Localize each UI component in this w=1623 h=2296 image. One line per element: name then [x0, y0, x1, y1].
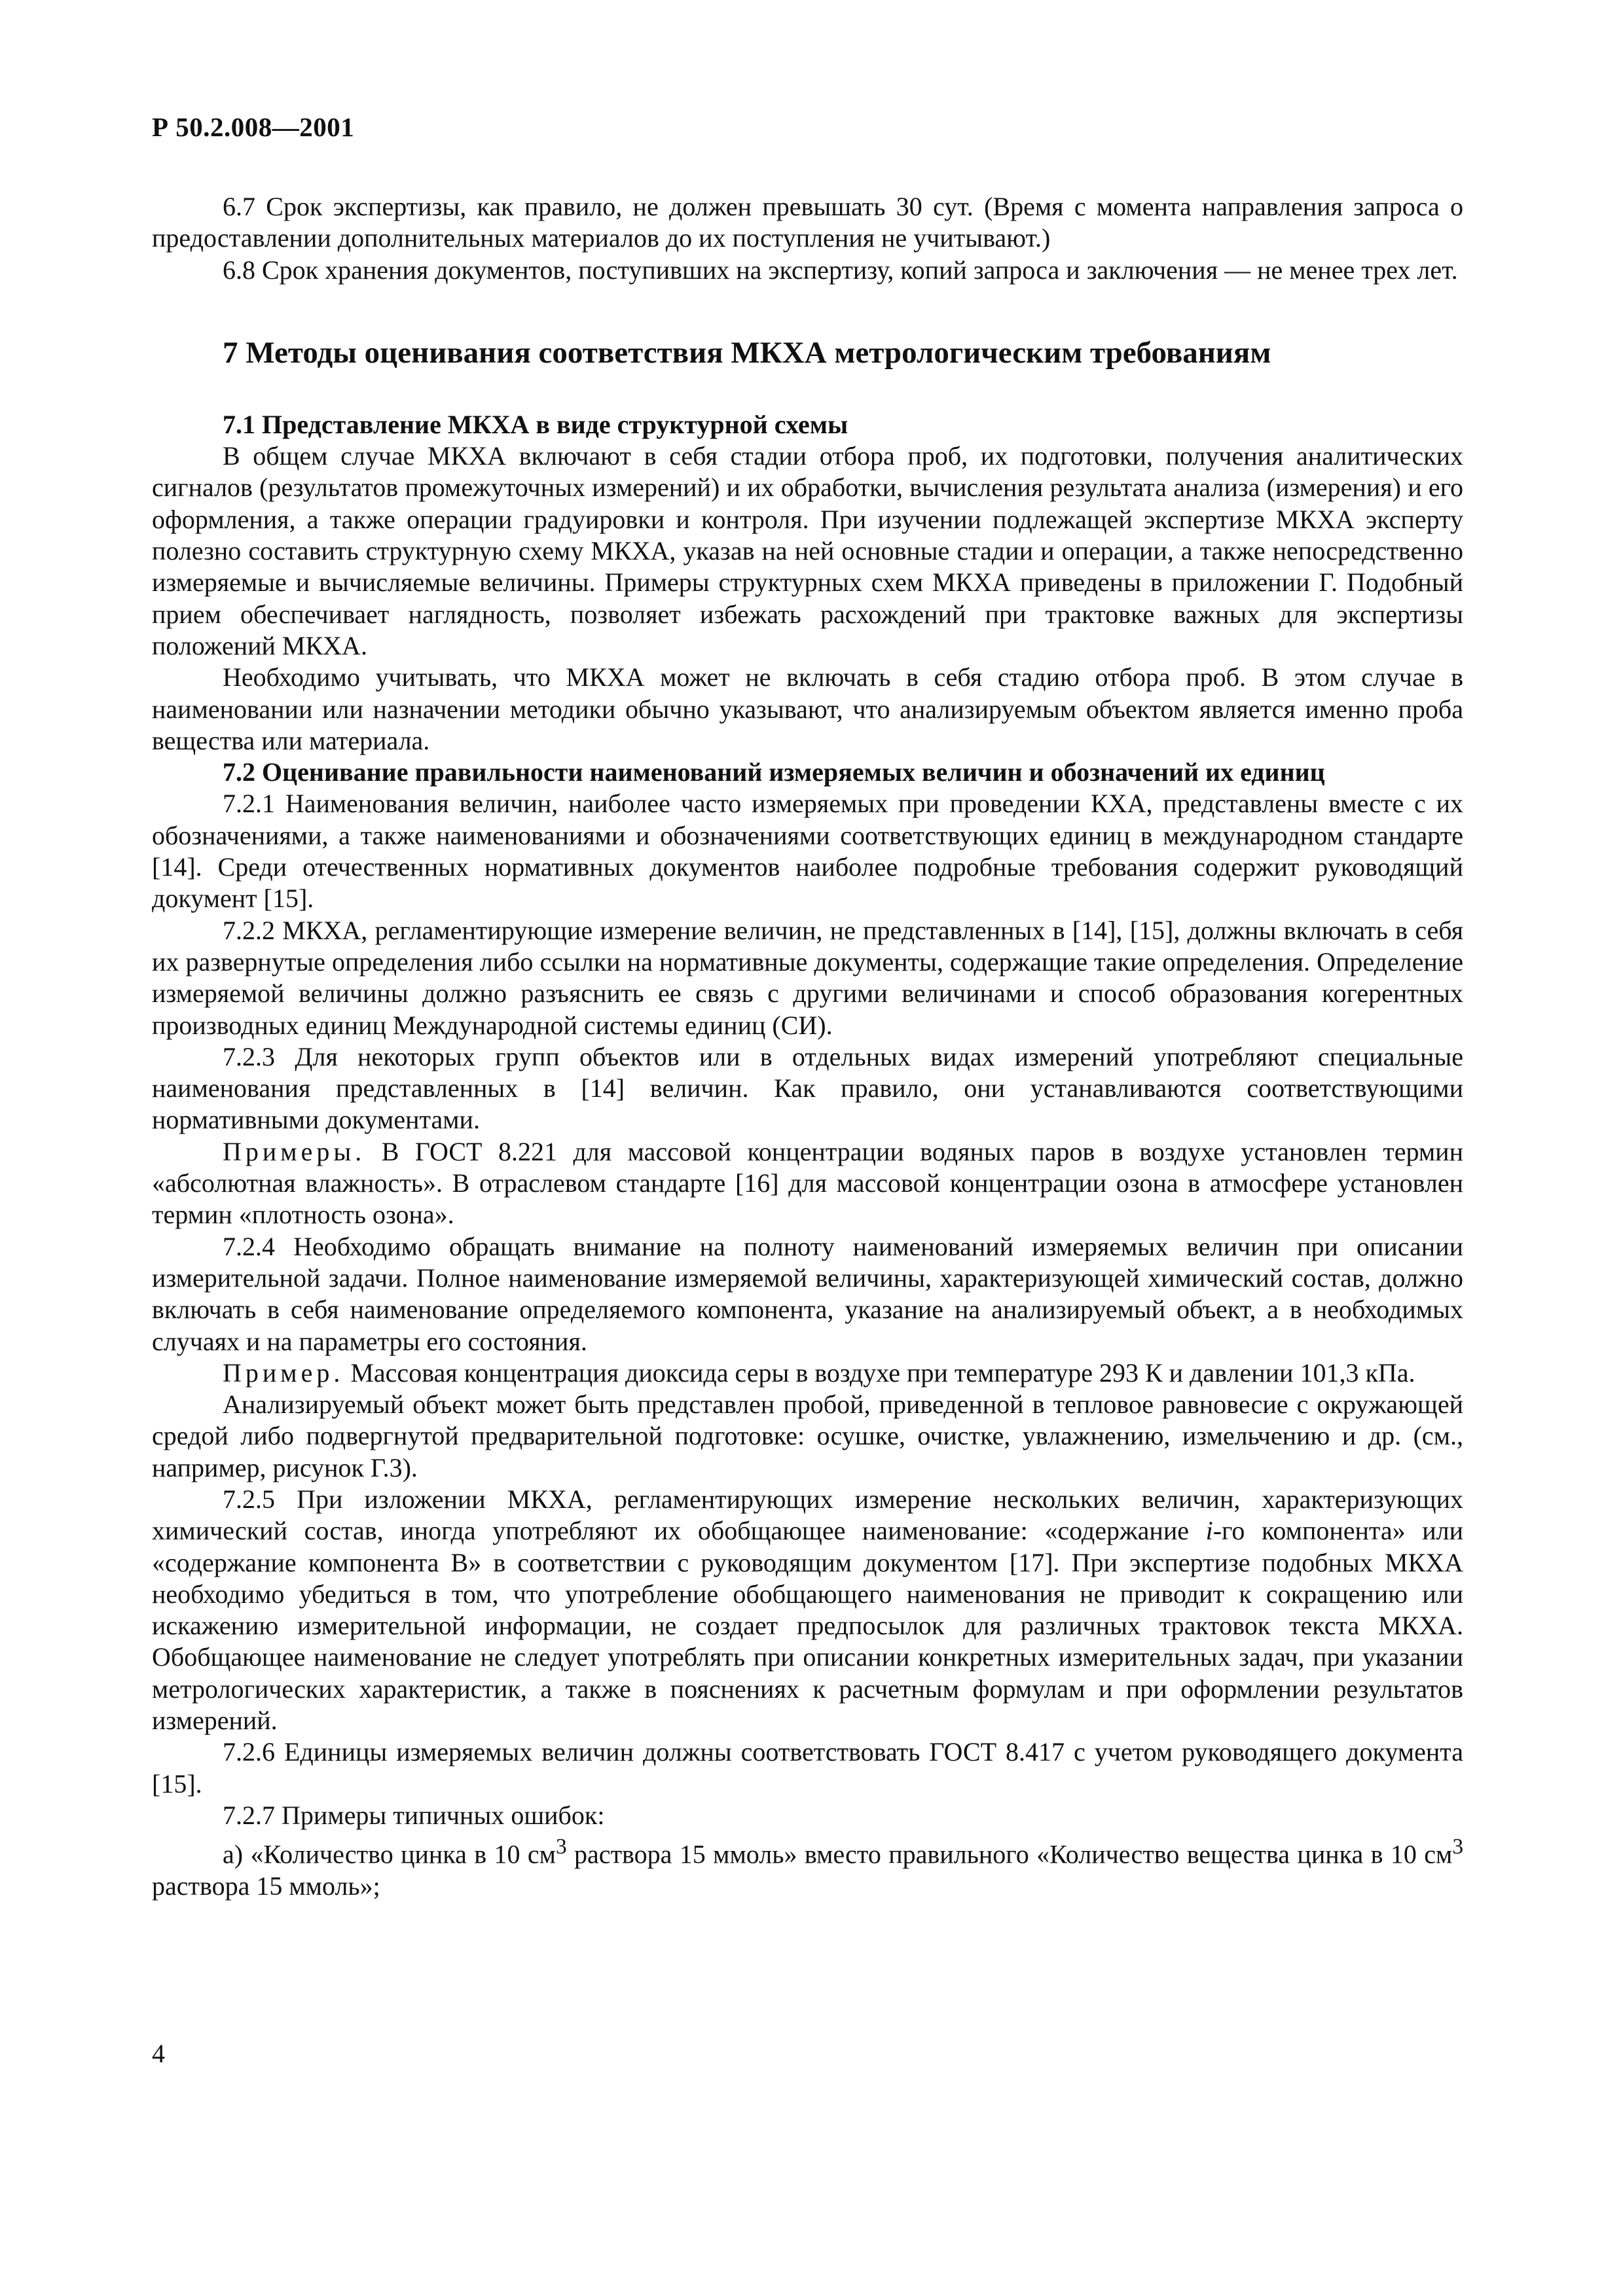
paragraph-7-2-4: 7.2.4 Необходимо обращать внимание на полноту наименований измеряемых величин при описании измерительной задачи. Полное наименование измеряемой величины, характеризующей химический состав, должно включать в себя наименование определяемого компонента, указание на анализируемый объект, а в необходимых случаях и на параметры его состояния. — [152, 1231, 1463, 1356]
superscript-3: 3 — [556, 1835, 567, 1859]
document-code: Р 50.2.008—2001 — [152, 112, 355, 142]
subsection-7-2-title: 7.2 Оценивание правильности наименований измеряемых величин и обозначений их единиц — [223, 757, 1325, 787]
example-1-text: В ГОСТ 8.221 для массовой концентрации водяных паров в воздухе установлен термин «абсолютная влажность». В отраслевом стандарте [16] для массовой концентрации озона в атмосфере установлен термин «плотность озона». — [152, 1136, 1463, 1230]
paragraph-7-2-7: 7.2.7 Примеры типичных ошибок: — [223, 1800, 605, 1830]
paragraph-7-2-2: 7.2.2 МКХА, регламентирующие измерение величин, не представленных в [14], [15], должны включать в себя их развернутые определения либо ссылки на нормативные документы, содержащие такие определения. Определение измеряемой величины должно разъяснить ее связь с другими величинами и способ образования когерентных производных единиц Международной системы единиц (СИ). — [152, 915, 1463, 1040]
paragraph-7-1-a: В общем случае МКХА включают в себя стадии отбора проб, их подготовки, получения аналитических сигналов (результатов промежуточных измерений) и их обработки, вычисления результата анализа (измерения) и его оформления, а также операции градуировки и контроля. При изучении подлежащей экспертизе МКХА эксперту полезно составить структурную схему МКХА, указав на ней основные стадии и операции, а также непосредственно измеряемые и вычисляемые величины. Примеры структурных схем МКХА приведены в приложении Г. Подобный прием обеспечивает наглядность, позволяет избежать расхождений при трактовке важных для экспертизы положений МКХА. — [152, 441, 1463, 660]
paragraph-7-2-5-part-a: 7.2.5 При изложении МКХА, регламентирующих измерение нескольких величин, характеризующих химический состав, иногда употребляют их обобщающее наименование: «содержание — [152, 1484, 1463, 1546]
section-7-title: 7 Методы оценивания соответствия МКХА метрологическим требованиям — [223, 335, 1271, 370]
list-item-a-part-2: раствора 15 ммоль» вместо правильного «Количество вещества цинка в 10 см — [566, 1839, 1453, 1869]
example-2-label: Пример. — [223, 1357, 344, 1388]
paragraph-6-7: 6.7 Срок экспертизы, как правило, не должен превышать 30 сут. (Время с момента направления запроса о предоставлении дополнительных материалов до их поступления не учитывают.) — [152, 192, 1463, 253]
subsection-7-1-title: 7.1 Представление МКХА в виде структурной схемы — [223, 409, 848, 439]
paragraph-7-2-3: 7.2.3 Для некоторых групп объектов или в отдельных видах измерений употребляют специальные наименования представленных в [14] величин. Как правило, они устанавливаются соответствующими нормативными документами. — [152, 1041, 1463, 1135]
superscript-3: 3 — [1452, 1835, 1463, 1859]
example-1-label: Примеры. — [223, 1136, 366, 1166]
page-body — [152, 191, 1463, 1902]
paragraph-7-2-5 — [152, 1484, 1463, 1736]
example-2-text: Массовая концентрация диоксида серы в воздухе при температуре 293 К и давлении 101,3 кПа. — [344, 1357, 1415, 1388]
paragraph-7-2-6: 7.2.6 Единицы измеряемых величин должны соответствовать ГОСТ 8.417 с учетом руководящего документа [15]. — [152, 1737, 1463, 1799]
paragraph-analyzed-object: Анализируемый объект может быть представлен пробой, приведенной в тепловое равновесие с окружающей средой либо подвергнутой предварительной подготовке: осушке, очистке, увлажнению, измельчению и др. (см., например, рисунок Г.3). — [152, 1390, 1463, 1482]
example-1 — [152, 1136, 1463, 1231]
paragraph-7-2-5-italic: i — [1205, 1516, 1213, 1546]
paragraph-6-8: 6.8 Срок хранения документов, поступивших на экспертизу, копий запроса и заключения — не менее трех лет. — [223, 255, 1458, 285]
example-2 — [152, 1357, 1463, 1389]
paragraph-7-2-1: 7.2.1 Наименования величин, наиболее часто измеряемых при проведении КХА, представлены вместе с их обозначениями, а также наименованиями и обозначениями соответствующих единиц в международном стандарте [14]. Среди отечественных нормативных документов наиболее подробные требования содержит руководящий документ [15]. — [152, 789, 1463, 914]
list-item-a-part-3: раствора 15 ммоль»; — [152, 1871, 380, 1901]
list-item-a — [152, 1831, 1463, 1902]
page-number: 4 — [152, 2039, 165, 2068]
paragraph-7-1-b: Необходимо учитывать, что МКХА может не включать в себя стадию отбора проб. В этом случае в наименовании или назначении методики обычно указывают, что анализируемым объектом является именно проба вещества или материала. — [152, 662, 1463, 755]
list-item-a-part-1: а) «Количество цинка в 10 см — [223, 1839, 556, 1869]
paragraph-7-2-5-part-b: -го компонента» или «содержание компонента В» в соответствии с руководящим документом [17]. При экспертизе подобных МКХА необходимо убедиться в том, что употребление обобщающего наименования не приводит к сокращению или искажению измерительной информации, не создает предпосылок для различных трактовок текста МКХА. Обобщающее наименование не следует употреблять при описании конкретных измерительных задач, при указании метрологических характеристик, а также в пояснениях к расчетным формулам и при оформлении результатов измерений. — [152, 1516, 1463, 1736]
